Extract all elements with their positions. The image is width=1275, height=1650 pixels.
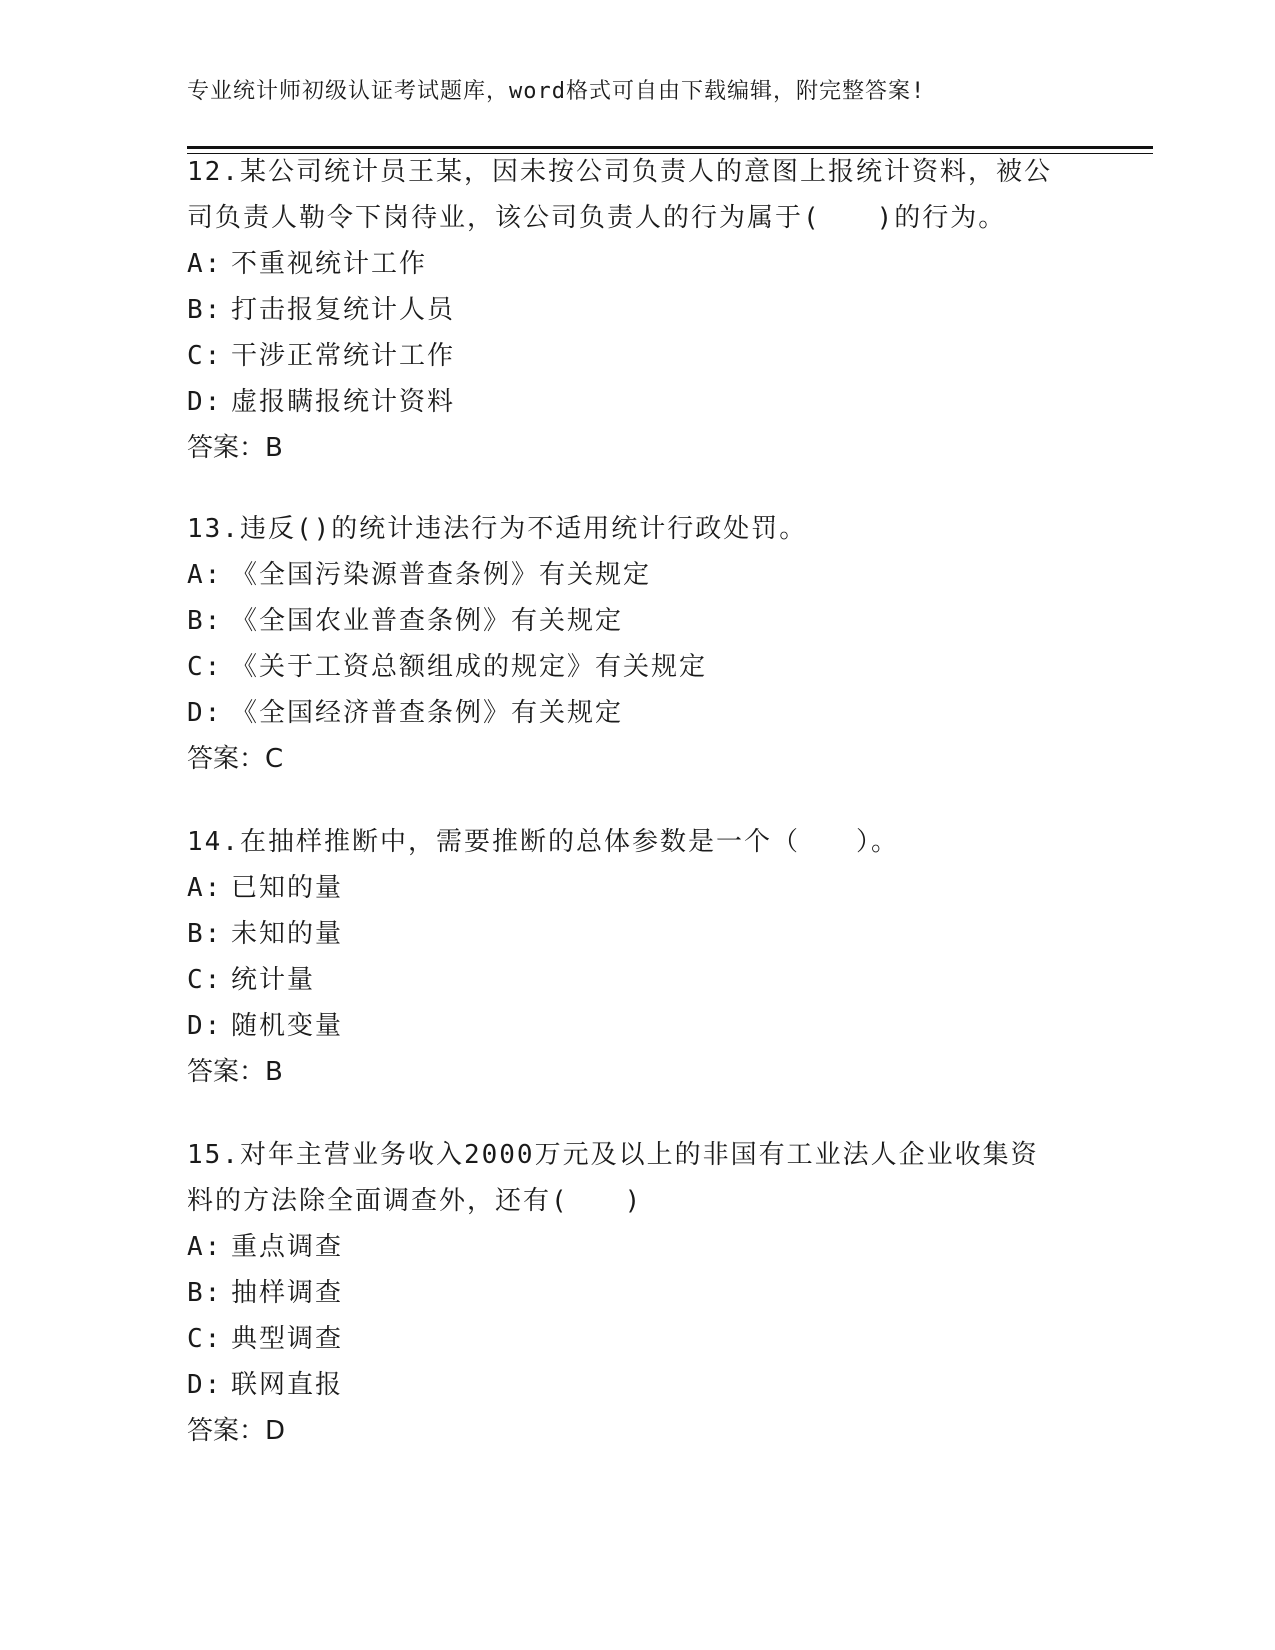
option-key: C: <box>187 652 223 682</box>
question-14 <box>187 819 1087 1095</box>
option-text: 不重视统计工作 <box>231 249 428 279</box>
option-key: D: <box>187 698 223 728</box>
answer: 答案：B <box>187 433 283 463</box>
option-text: 干涉正常统计工作 <box>231 341 456 371</box>
option-key: B: <box>187 1278 223 1308</box>
question-stem-line: 14.在抽样推断中，需要推断的总体参数是一个（ ）。 <box>187 827 899 857</box>
option-text: 随机变量 <box>231 1011 344 1041</box>
question-stem-line: 13.违反()的统计违法行为不适用统计行政处罚。 <box>187 514 808 544</box>
option-text: 《全国污染源普查条例》有关规定 <box>231 560 652 590</box>
option-key: A: <box>187 1232 223 1262</box>
option-key: C: <box>187 965 223 995</box>
option-key: B: <box>187 919 223 949</box>
option-key: B: <box>187 295 223 325</box>
option-text: 抽样调查 <box>231 1278 344 1308</box>
option-key: D: <box>187 1011 223 1041</box>
option-d <box>187 1003 1087 1049</box>
option-a <box>187 241 1087 287</box>
option-key: B: <box>187 606 223 636</box>
option-c <box>187 644 1087 690</box>
option-key: C: <box>187 1324 223 1354</box>
option-text: 未知的量 <box>231 919 344 949</box>
question-stem-line: 料的方法除全面调查外，还有( ) <box>187 1186 643 1216</box>
option-c <box>187 1316 1087 1362</box>
option-key: A: <box>187 249 223 279</box>
option-c <box>187 957 1087 1003</box>
option-a <box>187 552 1087 598</box>
question-stem-line: 司负责人勒令下岗待业，该公司负责人的行为属于( )的行为。 <box>187 203 1007 233</box>
option-text: 《全国经济普查条例》有关规定 <box>231 698 624 728</box>
option-text: 统计量 <box>231 965 316 995</box>
option-key: D: <box>187 1370 223 1400</box>
question-stem-line: 12.某公司统计员王某，因未按公司负责人的意图上报统计资料，被公 <box>187 157 1052 187</box>
option-text: 重点调查 <box>231 1232 344 1262</box>
option-key: C: <box>187 341 223 371</box>
answer: 答案：D <box>187 1416 286 1446</box>
answer: 答案：C <box>187 744 284 774</box>
question-15 <box>187 1132 1087 1454</box>
option-b <box>187 598 1087 644</box>
option-key: D: <box>187 387 223 417</box>
option-key: A: <box>187 560 223 590</box>
option-text: 已知的量 <box>231 873 344 903</box>
option-b <box>187 287 1087 333</box>
option-d <box>187 379 1087 425</box>
header-note: 专业统计师初级认证考试题库，word格式可自由下载编辑，附完整答案! <box>187 79 926 104</box>
option-d <box>187 690 1087 736</box>
option-b <box>187 911 1087 957</box>
option-text: 《关于工资总额组成的规定》有关规定 <box>231 652 708 682</box>
option-text: 典型调查 <box>231 1324 344 1354</box>
option-b <box>187 1270 1087 1316</box>
answer: 答案：B <box>187 1057 283 1087</box>
option-text: 打击报复统计人员 <box>231 295 456 325</box>
option-a <box>187 865 1087 911</box>
option-a <box>187 1224 1087 1270</box>
option-text: 虚报瞒报统计资料 <box>231 387 456 417</box>
option-text: 联网直报 <box>231 1370 344 1400</box>
option-text: 《全国农业普查条例》有关规定 <box>231 606 624 636</box>
option-c <box>187 333 1087 379</box>
question-13 <box>187 506 1087 782</box>
option-key: A: <box>187 873 223 903</box>
question-12 <box>187 149 1087 471</box>
option-d <box>187 1362 1087 1408</box>
question-stem-line: 15.对年主营业务收入2000万元及以上的非国有工业法人企业收集资 <box>187 1140 1039 1170</box>
